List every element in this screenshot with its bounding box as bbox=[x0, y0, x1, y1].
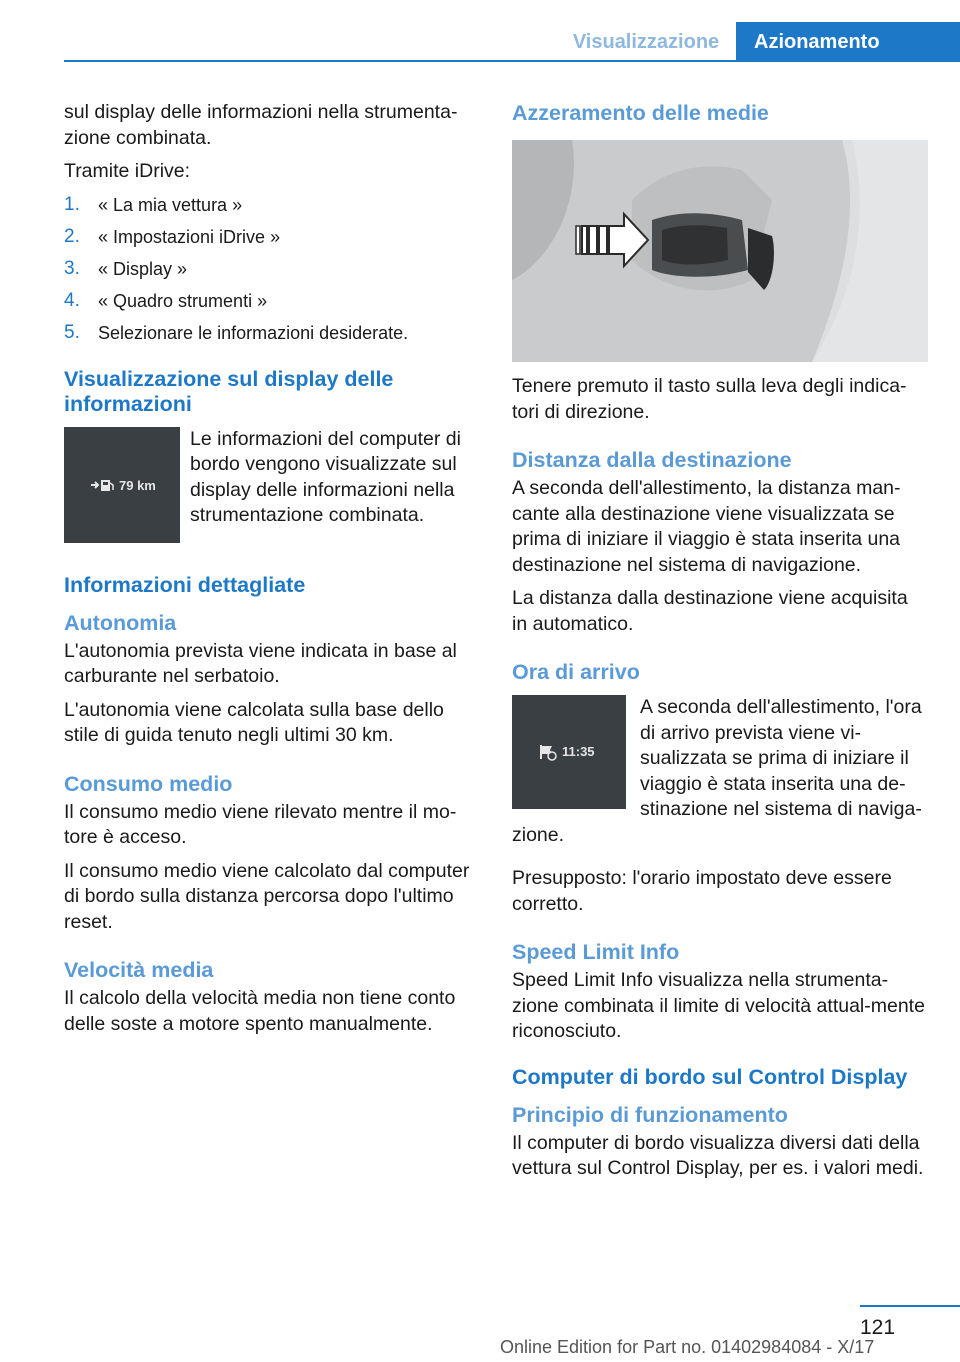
visual-block bbox=[64, 427, 482, 547]
heading-visualizzazione: Visualizzazione sul display delle informazioni bbox=[64, 366, 394, 416]
heading-informazioni: Informazioni dettagliate bbox=[64, 572, 306, 597]
range-display-value: 79 km bbox=[119, 477, 156, 493]
consumo-p1: Il consumo medio viene rilevato mentre il mo-tore è acceso. bbox=[64, 800, 457, 848]
arrival-display-value: 11:35 bbox=[562, 744, 595, 759]
speed-limit-text: Speed Limit Info visualizza nella strumenta-zione combinata il limite di velocità attual-mente riconosciuto. bbox=[512, 969, 925, 1042]
flag-clock-icon bbox=[538, 743, 558, 761]
idrive-steps bbox=[64, 189, 482, 349]
idrive-label: Tramite iDrive: bbox=[64, 160, 191, 182]
step-item: 1. « La mia vettura » bbox=[64, 193, 243, 215]
heading-consumo: Consumo medio bbox=[64, 771, 233, 796]
lever-illustration bbox=[512, 140, 928, 362]
azzeramento-text: Tenere premuto il tasto sulla leva degli indica-tori di direzione. bbox=[512, 375, 907, 423]
arrivo-text: A seconda dell'allestimento, l'ora di arrivo prevista viene vi-sualizzata se prima di iniziare il viaggio è stata inserita una de-stinazione nel sistema di naviga-zione. bbox=[512, 696, 922, 846]
autonomia-p1: L'autonomia prevista viene indicata in base al carburante nel serbatoio. bbox=[64, 639, 457, 687]
intro-text: sul display delle informazioni nella strumenta-zione combinata. bbox=[64, 101, 458, 149]
consumo-p2: Il consumo medio viene calcolato dal computer di bordo sulla distanza percorsa dopo l'ultimo reset. bbox=[64, 859, 470, 933]
footer-edition: Online Edition for Part no. 01402984084 - X/17 bbox=[500, 1337, 875, 1357]
heading-distanza: Distanza dalla destinazione bbox=[512, 448, 792, 472]
arrival-display-image bbox=[512, 695, 626, 809]
heading-azzeramento: Azzeramento delle medie bbox=[512, 101, 769, 125]
header-section-label: Visualizzazione bbox=[572, 31, 720, 53]
heading-ora-arrivo: Ora di arrivo bbox=[512, 660, 640, 684]
turn-signal-lever-photo bbox=[512, 140, 928, 362]
header-rule bbox=[64, 60, 960, 62]
right-column bbox=[512, 100, 928, 1190]
distanza-p1: A seconda dell'allestimento, la distanza man-cante alla destinazione viene visualizzata se prima di iniziare il viaggio è stata inserita una destinazione nel sistema di navigazione. bbox=[512, 477, 901, 576]
footer-rule bbox=[860, 1305, 960, 1307]
presupposto-text: Presupposto: l'orario impostato deve essere corretto. bbox=[512, 867, 892, 915]
heading-computer-control: Computer di bordo sul Control Display bbox=[512, 1064, 908, 1089]
velocita-p1: Il calcolo della velocità media non tiene conto delle soste a motore spento manualmente. bbox=[64, 987, 456, 1035]
heading-principio: Principio di funzionamento bbox=[512, 1102, 788, 1127]
left-column bbox=[64, 100, 482, 1045]
distanza-p2: La distanza dalla destinazione viene acquisita in automatico. bbox=[512, 587, 908, 635]
step-item: 3. « Display » bbox=[64, 257, 188, 279]
step-item: 5. Selezionare le informazioni desiderate. bbox=[64, 321, 409, 343]
step-item: 2. « Impostazioni iDrive » bbox=[64, 225, 281, 247]
heading-autonomia: Autonomia bbox=[64, 610, 177, 635]
visual-text: Le informazioni del computer di bordo vengono visualizzate sul display delle informazioni nella strumentazione combinata. bbox=[190, 427, 461, 526]
range-display-image bbox=[64, 427, 180, 543]
page-number: 121 bbox=[860, 1316, 896, 1339]
heading-velocita: Velocità media bbox=[64, 958, 214, 982]
header-chapter-tab: Azionamento bbox=[736, 22, 960, 62]
heading-speed-limit: Speed Limit Info bbox=[512, 940, 680, 964]
principio-text: Il computer di bordo visualizza diversi dati della vettura sul Control Display, per es. i valori medi. bbox=[512, 1131, 924, 1179]
autonomia-p2: L'autonomia viene calcolata sulla base dello stile di guida tenuto negli ultimi 30 km. bbox=[64, 698, 444, 746]
fuel-range-icon bbox=[90, 477, 116, 493]
arrival-block bbox=[512, 695, 928, 856]
step-item: 4. « Quadro strumenti » bbox=[64, 289, 268, 311]
